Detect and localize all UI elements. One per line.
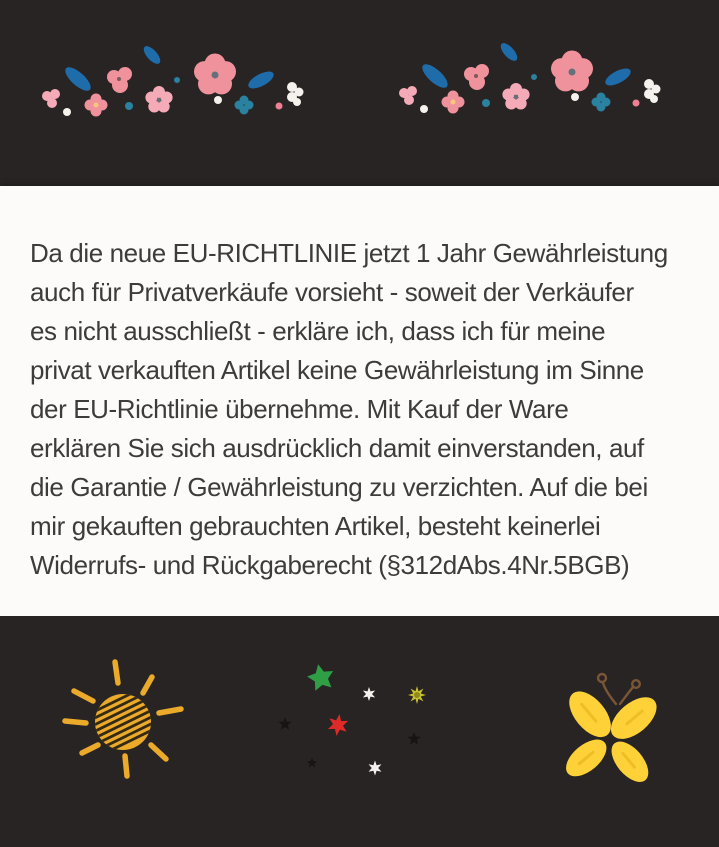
- disclaimer-line: mir gekauften gebrauchten Artikel, besteht keinerlei: [30, 511, 601, 541]
- butterfly-antennae: [598, 674, 640, 704]
- disclaimer-text: [30, 234, 703, 585]
- disclaimer-line: erklären Sie sich ausdrücklich damit einverstanden, auf: [30, 433, 644, 463]
- butterfly-doodle-icon: [540, 658, 690, 808]
- dark-star: [307, 758, 317, 768]
- white-star: [369, 761, 382, 776]
- disclaimer-line: es nicht ausschließt - erkläre ich, dass ich für meine: [30, 316, 606, 346]
- flower-garland-left-icon: [30, 39, 320, 131]
- disclaimer-line: Da die neue EU-RICHTLINIE jetzt 1 Jahr Gewährleistung: [30, 238, 668, 268]
- disclaimer-line: auch für Privatverkäufe vorsieht - soweit der Verkäufer: [30, 277, 634, 307]
- disclaimer-panel: [0, 186, 719, 616]
- white-star: [363, 687, 375, 701]
- bottom-decorative-band: [0, 616, 719, 847]
- disclaimer-line: privat verkauften Artikel keine Gewährleistung im Sinne: [30, 355, 644, 385]
- flower-garland-right-icon: [387, 36, 677, 128]
- disclaimer-line: die Garantie / Gewährleistung zu verzichten. Auf die bei: [30, 472, 648, 502]
- disclaimer-line: Widerrufs- und Rückgaberecht (§312dAbs.4Nr.5BGB): [30, 550, 630, 580]
- sun-doodle-icon: [55, 655, 195, 795]
- red-star: [327, 713, 349, 737]
- butterfly-wings: [540, 658, 690, 808]
- yellow-burst-star: [408, 686, 426, 704]
- dark-star: [407, 732, 420, 745]
- top-decorative-band: [0, 0, 719, 186]
- star-cluster-icon: [270, 650, 430, 780]
- disclaimer-line: der EU-Richtlinie übernehme. Mit Kauf der Ware: [30, 394, 569, 424]
- dark-star: [278, 717, 291, 730]
- green-star: [305, 662, 336, 692]
